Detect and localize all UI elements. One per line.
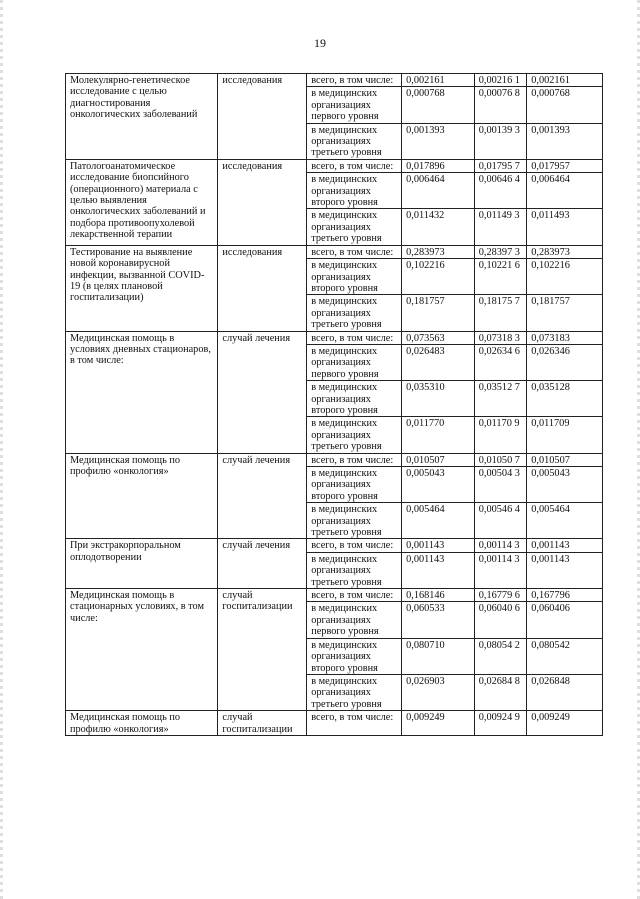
value-cell-2: 0,08054 2 [474,638,526,674]
value-cell-2: 0,01149 3 [474,209,526,245]
value-cell-2: 0,00139 3 [474,123,526,159]
level-cell: в медицинских организациях второго уровня [307,638,402,674]
value-cell-3: 0,017957 [527,159,603,172]
service-name-cell: При экстракорпоральном оплодотворении [66,539,218,589]
unit-cell: исследования [218,74,307,160]
value-cell-1: 0,026483 [402,344,475,380]
level-cell: в медицинских организациях первого уровня [307,87,402,123]
level-cell: всего, в том числе: [307,589,402,602]
level-cell: всего, в том числе: [307,245,402,258]
level-cell: в медицинских организациях третьего уровня [307,295,402,331]
value-cell-2: 0,02634 6 [474,344,526,380]
value-cell-2: 0,00114 3 [474,539,526,552]
unit-cell: исследования [218,245,307,331]
value-cell-3: 0,073183 [527,331,603,344]
value-cell-3: 0,026346 [527,344,603,380]
value-cell-2: 0,00114 3 [474,552,526,588]
unit-cell: случай госпитализации [218,711,307,736]
table-row [66,331,603,344]
volume-norms-table [65,73,603,736]
value-cell-1: 0,283973 [402,245,475,258]
value-cell-1: 0,005043 [402,467,475,503]
value-cell-3: 0,035128 [527,381,603,417]
table-row [66,539,603,552]
value-cell-3: 0,283973 [527,245,603,258]
value-cell-2: 0,28397 3 [474,245,526,258]
value-cell-1: 0,102216 [402,259,475,295]
level-cell: в медицинских организациях третьего уровня [307,503,402,539]
value-cell-1: 0,005464 [402,503,475,539]
value-cell-3: 0,011493 [527,209,603,245]
level-cell: всего, в том числе: [307,159,402,172]
value-cell-3: 0,009249 [527,711,603,736]
value-cell-3: 0,181757 [527,295,603,331]
level-cell: всего, в том числе: [307,711,402,736]
value-cell-3: 0,005043 [527,467,603,503]
value-cell-3: 0,026848 [527,674,603,710]
table-row [66,589,603,602]
value-cell-1: 0,009249 [402,711,475,736]
value-cell-3: 0,080542 [527,638,603,674]
unit-cell: случай госпитализации [218,589,307,711]
value-cell-1: 0,006464 [402,173,475,209]
value-cell-3: 0,011709 [527,417,603,453]
value-cell-1: 0,002161 [402,74,475,87]
page-number: 19 [314,36,326,50]
value-cell-3: 0,000768 [527,87,603,123]
level-cell: всего, в том числе: [307,74,402,87]
value-cell-2: 0,16779 6 [474,589,526,602]
value-cell-2: 0,00076 8 [474,87,526,123]
value-cell-2: 0,01795 7 [474,159,526,172]
value-cell-3: 0,001143 [527,539,603,552]
level-cell: в медицинских организациях третьего уровня [307,552,402,588]
level-cell: в медицинских организациях второго уровня [307,173,402,209]
value-cell-3: 0,005464 [527,503,603,539]
value-cell-2: 0,18175 7 [474,295,526,331]
unit-cell: исследования [218,159,307,245]
level-cell: в медицинских организациях второго уровня [307,259,402,295]
service-name-cell: Тестирование на выявление новой коронавирусной инфекции, вызванной COVID-19 (в целях плановой госпитализации) [66,245,218,331]
value-cell-2: 0,00924 9 [474,711,526,736]
service-name-cell: Медицинская помощь в условиях дневных стационаров, в том числе: [66,331,218,453]
level-cell: в медицинских организациях второго уровня [307,381,402,417]
value-cell-1: 0,011432 [402,209,475,245]
value-cell-2: 0,01170 9 [474,417,526,453]
scan-edge-left [0,0,3,899]
value-cell-1: 0,181757 [402,295,475,331]
value-cell-1: 0,001143 [402,552,475,588]
value-cell-1: 0,010507 [402,453,475,466]
level-cell: в медицинских организациях третьего уровня [307,209,402,245]
value-cell-2: 0,00546 4 [474,503,526,539]
value-cell-2: 0,06040 6 [474,602,526,638]
level-cell: в медицинских организациях первого уровня [307,602,402,638]
value-cell-2: 0,00646 4 [474,173,526,209]
service-name-cell: Патологоанатомическое исследование биопсийного (операционного) материала с целью выявления онкологических заболеваний и подбора противоопухолевой лекарственной терапии [66,159,218,245]
value-cell-3: 0,006464 [527,173,603,209]
value-cell-1: 0,080710 [402,638,475,674]
value-cell-2: 0,10221 6 [474,259,526,295]
value-cell-1: 0,000768 [402,87,475,123]
value-cell-1: 0,011770 [402,417,475,453]
value-cell-1: 0,060533 [402,602,475,638]
unit-cell: случай лечения [218,539,307,589]
value-cell-3: 0,167796 [527,589,603,602]
level-cell: в медицинских организациях третьего уровня [307,123,402,159]
unit-cell: случай лечения [218,331,307,453]
level-cell: всего, в том числе: [307,331,402,344]
value-cell-2: 0,01050 7 [474,453,526,466]
level-cell: в медицинских организациях первого уровня [307,344,402,380]
value-cell-3: 0,001393 [527,123,603,159]
service-name-cell: Молекулярно-генетическое исследование с целью диагностирования онкологических заболеваний [66,74,218,160]
value-cell-1: 0,026903 [402,674,475,710]
value-cell-2: 0,02684 8 [474,674,526,710]
value-cell-1: 0,017896 [402,159,475,172]
table-row [66,159,603,172]
value-cell-1: 0,001143 [402,539,475,552]
value-cell-2: 0,00216 1 [474,74,526,87]
value-cell-3: 0,010507 [527,453,603,466]
value-cell-2: 0,00504 3 [474,467,526,503]
value-cell-1: 0,001393 [402,123,475,159]
level-cell: всего, в том числе: [307,453,402,466]
value-cell-1: 0,168146 [402,589,475,602]
level-cell: в медицинских организациях третьего уровня [307,417,402,453]
value-cell-2: 0,07318 3 [474,331,526,344]
service-name-cell: Медицинская помощь по профилю «онкология» [66,453,218,539]
table-row [66,74,603,87]
value-cell-3: 0,002161 [527,74,603,87]
table-row [66,245,603,258]
level-cell: всего, в том числе: [307,539,402,552]
value-cell-1: 0,073563 [402,331,475,344]
level-cell: в медицинских организациях третьего уровня [307,674,402,710]
value-cell-2: 0,03512 7 [474,381,526,417]
value-cell-1: 0,035310 [402,381,475,417]
level-cell: в медицинских организациях второго уровня [307,467,402,503]
service-name-cell: Медицинская помощь по профилю «онкология» [66,711,218,736]
unit-cell: случай лечения [218,453,307,539]
service-name-cell: Медицинская помощь в стационарных условиях, в том числе: [66,589,218,711]
table-row [66,711,603,736]
table-row [66,453,603,466]
value-cell-3: 0,001143 [527,552,603,588]
value-cell-3: 0,060406 [527,602,603,638]
value-cell-3: 0,102216 [527,259,603,295]
